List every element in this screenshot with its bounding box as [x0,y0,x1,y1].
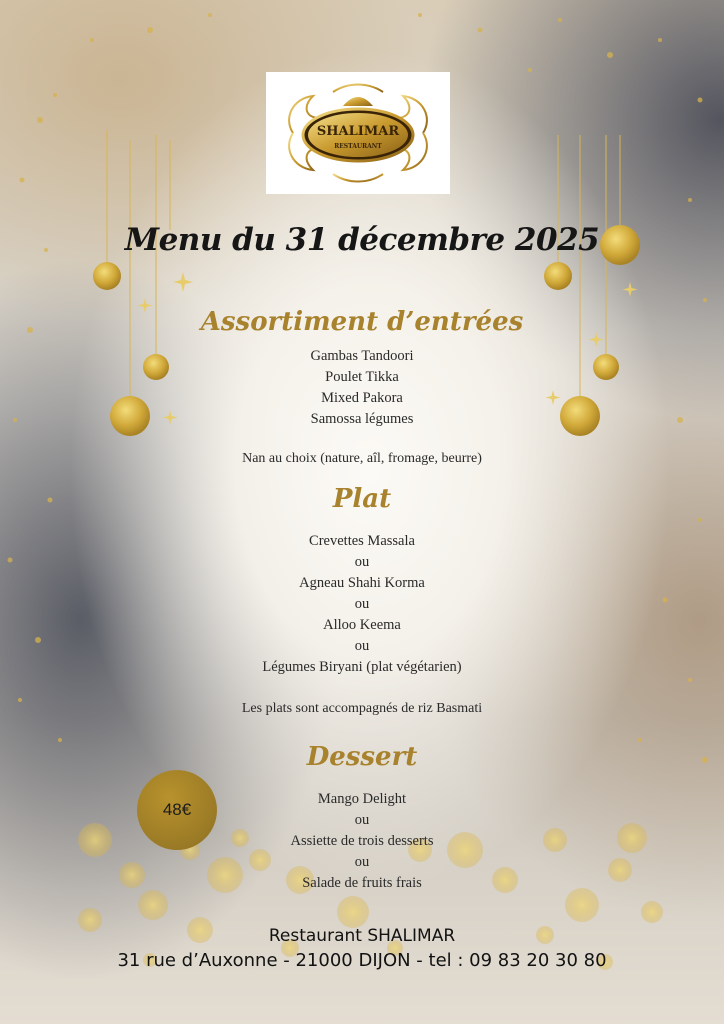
plat-item: Légumes Biryani (plat végétarien) [262,659,462,675]
dessert-item: Mango Delight [317,791,407,807]
plat-separator: ou [354,554,370,570]
plat-separator: ou [354,596,370,612]
plat-heading: Plat [332,484,392,514]
entrees-list [0,346,724,430]
entree-item: Samossa légumes [310,411,414,427]
plat-item: Agneau Shahi Korma [299,575,425,591]
dessert-list [0,789,724,894]
dessert-heading: Dessert [306,742,418,772]
entrees-note: Nan au choix (nature, aîl, fromage, beurre) [242,451,482,466]
entree-item: Poulet Tikka [325,369,399,385]
dessert-separator: ou [354,812,370,828]
dessert-item: Assiette de trois desserts [290,833,434,849]
footer-restaurant-name: Restaurant SHALIMAR [268,926,456,946]
plat-item: Crevettes Massala [309,533,415,549]
shalimar-logo-emblem [273,78,443,188]
dessert-item: Salade de fruits frais [302,875,422,891]
entree-item: Mixed Pakora [321,390,403,406]
plat-item: Alloo Keema [323,617,401,633]
restaurant-logo [266,72,450,194]
entrees-heading: Assortiment d’entrées [200,307,524,337]
plat-separator: ou [354,638,370,654]
menu-title: Menu du 31 décembre 2025 [124,222,600,258]
logo-subtitle: RESTAURANT [334,143,382,150]
plat-list [0,531,724,678]
entree-item: Gambas Tandoori [310,348,414,364]
price-badge: 48€ [137,770,217,850]
footer-address: 31 rue d’Auxonne - 21000 DIJON - tel : 09 83 20 30 80 [117,950,607,971]
plat-note: Les plats sont accompagnés de riz Basmati [241,701,483,716]
dessert-separator: ou [354,854,370,870]
logo-name: SHALIMAR [316,124,400,139]
